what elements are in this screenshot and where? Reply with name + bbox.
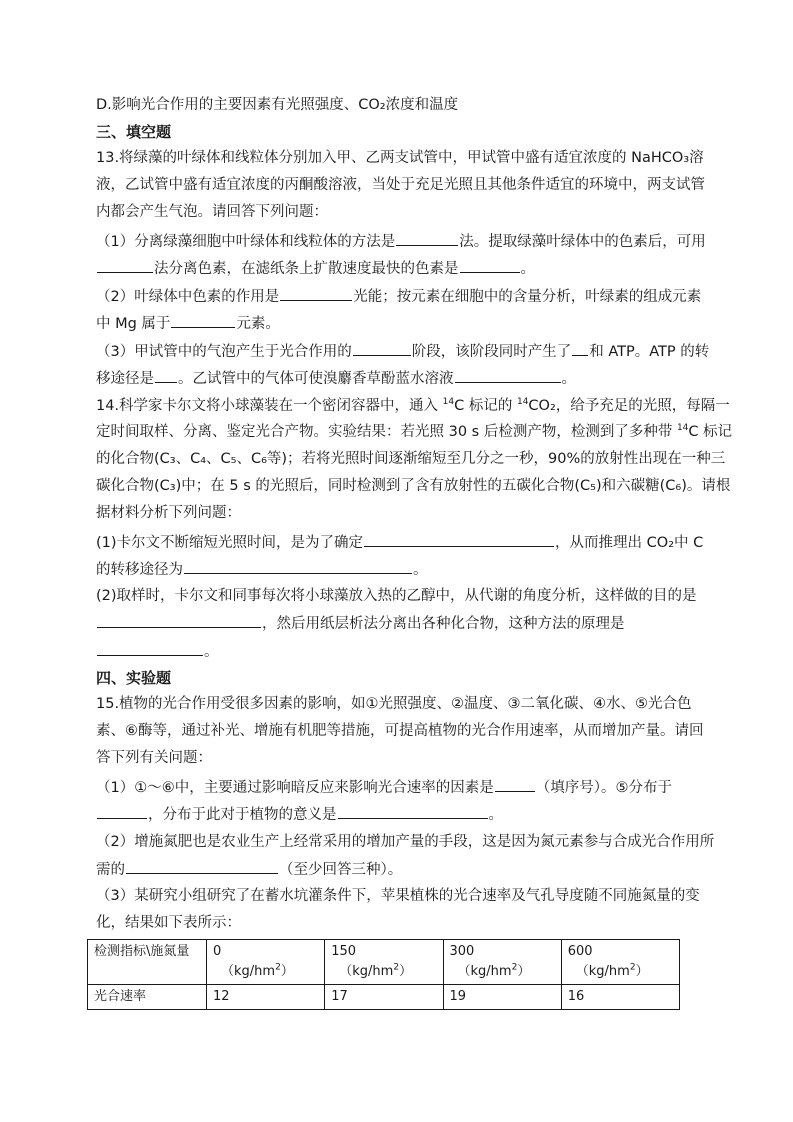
q15-text: 15.植物的光合作用受很多因素的影响，如①光照强度、②温度、③二氧化碳、④水、⑤光合色 bbox=[96, 696, 692, 712]
unit-sup: 2 bbox=[275, 962, 281, 973]
answer-blank[interactable] bbox=[97, 613, 261, 628]
q14-part1-cont bbox=[96, 559, 428, 580]
q13-p3-text: 和 ATP。ATP 的转 bbox=[589, 344, 710, 360]
answer-blank[interactable] bbox=[97, 804, 147, 819]
answer-blank[interactable] bbox=[364, 532, 554, 547]
answer-blank[interactable] bbox=[280, 286, 352, 301]
unit-sup: 2 bbox=[629, 962, 636, 973]
unit-text: （kg/hm bbox=[339, 964, 394, 979]
table-header-cell bbox=[561, 940, 679, 985]
q14-p2-text: ，然后用纸层析法分离出各种化合物，这种方法的原理是 bbox=[262, 616, 625, 632]
table-cell: 17 bbox=[325, 985, 443, 1010]
q14-p1-text: ，从而推理出 CO₂中 C bbox=[555, 535, 704, 551]
q14-text: 的化合物(C₃、C₄、C₅、C₆等)；若将光照时间逐渐缩短至几分之一秒，90%的放射性出现在一种三 bbox=[96, 451, 726, 467]
unit-text: （kg/hm bbox=[575, 964, 630, 979]
table-cell: 19 bbox=[443, 985, 561, 1010]
unit-sup: 2 bbox=[511, 962, 518, 973]
q15-part1 bbox=[96, 777, 672, 798]
q15-p2-text: （至少回答三种）。 bbox=[279, 862, 403, 878]
answer-blank[interactable] bbox=[97, 641, 203, 656]
nitrogen-amount: 600 bbox=[567, 944, 593, 959]
section-heading-fill bbox=[96, 122, 171, 142]
table-header-label: 检测指标\施氮量 bbox=[94, 944, 190, 959]
q14-p1-text: 。 bbox=[413, 562, 428, 578]
section-title: 四、实验题 bbox=[96, 669, 172, 687]
q13-part2 bbox=[96, 286, 701, 307]
q14-text: C 标记 bbox=[688, 424, 733, 440]
q13-p3-text: 阶段，该阶段同时产生了 bbox=[411, 344, 572, 360]
unit-label bbox=[568, 962, 673, 982]
table-header-cell bbox=[325, 940, 443, 985]
q13-line1 bbox=[96, 148, 704, 168]
answer-blank[interactable] bbox=[460, 258, 520, 273]
option-d-text: D.影响光合作用的主要因素有光照强度、CO₂浓度和温度 bbox=[96, 97, 459, 113]
answer-blank[interactable] bbox=[126, 859, 278, 874]
q15-p1-text: （1）①～⑥中，主要通过影响暗反应来影响光合速率的因素是 bbox=[96, 780, 494, 796]
answer-blank[interactable] bbox=[455, 368, 561, 383]
q14-p1-text: (1)卡尔文不断缩短光照时间，是为了确定 bbox=[96, 535, 364, 551]
q13-p1-text: 。 bbox=[520, 261, 535, 277]
section-heading-experiment bbox=[96, 668, 171, 688]
answer-blank[interactable] bbox=[338, 804, 488, 819]
q13-text: 13.将绿藻的叶绿体和线粒体分别加入甲、乙两支试管中，甲试管中盛有适宜浓度的 NaHCO₃溶 bbox=[96, 150, 704, 166]
q14-text: 碳化合物(C₃)中；在 5 s 的光照后，同时检测到了含有放射性的五碳化合物(C₅)和六碳糖(C₆)。请根 bbox=[96, 478, 731, 494]
q15-line1 bbox=[96, 694, 692, 714]
q14-line2 bbox=[96, 422, 732, 442]
q13-p1-text: 法。提取绿藻叶绿体中的色素后，可用 bbox=[459, 234, 706, 250]
unit-label bbox=[331, 962, 436, 982]
nitrogen-amount: 300 bbox=[449, 944, 475, 959]
q14-p2-text: 。 bbox=[204, 644, 219, 660]
q15-part3-cont bbox=[96, 913, 241, 933]
q14-text: CO₂，给予充足的光照，每隔一 bbox=[528, 398, 730, 414]
q15-part1-cont bbox=[96, 804, 503, 825]
q14-part1 bbox=[96, 532, 703, 553]
q14-p2-text: (2)取样时，卡尔文和同事每次将小球藻放入热的乙醇中，从代谢的角度分析，这样做的目的是 bbox=[96, 588, 697, 604]
unit-sup: 2 bbox=[393, 962, 400, 973]
answer-blank[interactable] bbox=[155, 368, 177, 383]
nitrogen-data-table bbox=[87, 939, 680, 1010]
isotope-superscript: 14 bbox=[442, 397, 455, 408]
q14-p1-text: 的转移途径为 bbox=[96, 562, 183, 578]
q14-line4 bbox=[96, 476, 730, 496]
answer-blank[interactable] bbox=[495, 777, 535, 792]
unit-label bbox=[213, 962, 318, 982]
unit-text: （kg/hm bbox=[457, 964, 512, 979]
q14-text: 据材料分析下列问题： bbox=[96, 505, 241, 521]
q15-p2-text: （2）增施氮肥也是农业生产上经常采用的增加产量的手段，这是因为氮元素参与合成光合作用所 bbox=[96, 834, 715, 850]
q13-part1 bbox=[96, 231, 706, 252]
nitrogen-amount: 0 bbox=[213, 944, 222, 959]
q13-part3 bbox=[96, 341, 709, 362]
q15-p1-text: （填序号）。⑤分布于 bbox=[535, 780, 672, 796]
option-d bbox=[96, 95, 458, 115]
isotope-superscript: 14 bbox=[676, 423, 689, 434]
q15-text: 素、⑥酶等，通过补光、增施有机肥等措施，可提高植物的光合作用速率，从而增加产量。请回 bbox=[96, 723, 704, 739]
q14-line5 bbox=[96, 503, 241, 523]
q15-part2 bbox=[96, 832, 714, 852]
q13-line3 bbox=[96, 202, 328, 222]
table-header-row bbox=[88, 940, 680, 985]
q15-p1-text: 。 bbox=[488, 807, 503, 823]
q13-text: 内都会产生气泡。请回答下列问题： bbox=[96, 204, 328, 220]
q15-line3 bbox=[96, 748, 212, 768]
q13-part1-cont bbox=[96, 258, 535, 279]
q15-p3-text: （3）某研究小组研究了在蓄水坑灌条件下，苹果植株的光合速率及气孔导度随不同施氮量的变 bbox=[96, 888, 700, 904]
q14-part2 bbox=[96, 586, 697, 606]
q15-p3-text: 化，结果如下表所示： bbox=[96, 915, 241, 931]
q14-part2-cont bbox=[96, 613, 625, 634]
q15-line2 bbox=[96, 721, 704, 741]
q13-part2-cont bbox=[96, 313, 280, 334]
q13-p2-text: 中 Mg 属于 bbox=[96, 316, 171, 332]
q13-p1-text: （1）分离绿藻细胞中叶绿体和线粒体的方法是 bbox=[96, 234, 396, 250]
q14-line1 bbox=[96, 396, 730, 416]
q15-p2-text: 需的 bbox=[96, 862, 125, 878]
q15-part2-cont bbox=[96, 859, 402, 880]
unit-text: ） bbox=[517, 964, 531, 979]
answer-blank[interactable] bbox=[572, 341, 588, 356]
q15-p1-text: ，分布于此对于植物的意义是 bbox=[148, 807, 337, 823]
q15-part3 bbox=[96, 886, 700, 906]
unit-text: ） bbox=[399, 964, 413, 979]
unit-text: ） bbox=[635, 964, 649, 979]
unit-text: （kg/hm bbox=[221, 964, 276, 979]
q13-p3-text: 移途径是 bbox=[96, 371, 154, 387]
table-cell: 12 bbox=[207, 985, 325, 1010]
q13-p3-text: 。乙试管中的气体可使溴麝香草酚蓝水溶液 bbox=[178, 371, 454, 387]
table-header-cell bbox=[207, 940, 325, 985]
answer-blank[interactable] bbox=[97, 258, 153, 273]
q15-text: 答下列有关问题： bbox=[96, 750, 212, 766]
q13-p2-text: （2）叶绿体中色素的作用是 bbox=[96, 289, 280, 305]
answer-blank[interactable] bbox=[396, 231, 458, 246]
q14-line3 bbox=[96, 449, 725, 469]
table-header-cell bbox=[443, 940, 561, 985]
table-header-cell bbox=[88, 940, 207, 985]
answer-blank[interactable] bbox=[171, 313, 235, 328]
q13-p1-text: 法分离色素，在滤纸条上扩散速度最快的色素是 bbox=[154, 261, 459, 277]
q13-p2-text: 光能；按元素在细胞中的含量分析，叶绿素的组成元素 bbox=[353, 289, 702, 305]
q13-part3-cont bbox=[96, 368, 576, 389]
table-cell: 16 bbox=[561, 985, 679, 1010]
q13-line2 bbox=[96, 175, 705, 195]
isotope-superscript: 14 bbox=[516, 397, 529, 408]
answer-blank[interactable] bbox=[353, 341, 411, 356]
q13-p2-text: 元素。 bbox=[236, 316, 280, 332]
unit-text: ） bbox=[280, 964, 294, 979]
section-title: 三、填空题 bbox=[96, 123, 172, 141]
q14-text: C 标记的 bbox=[454, 398, 517, 414]
q14-text: 定时间取样、分离、鉴定光合产物。实验结果：若光照 30 s 后检测产物，检测到了多种带 bbox=[96, 424, 677, 440]
q13-text: 液，乙试管中盛有适宜浓度的丙酮酸溶液，当处于充足光照且其他条件适宜的环境中，两支试管 bbox=[96, 177, 705, 193]
unit-label bbox=[450, 962, 555, 982]
q14-part2-end bbox=[96, 641, 219, 662]
q13-p3-text: 。 bbox=[561, 371, 576, 387]
q13-p3-text: （3）甲试管中的气泡产生于光合作用的 bbox=[96, 344, 352, 360]
answer-blank[interactable] bbox=[184, 559, 412, 574]
q14-text: 14.科学家卡尔文将小球藻装在一个密闭容器中，通入 bbox=[96, 398, 443, 414]
nitrogen-amount: 150 bbox=[331, 944, 357, 959]
table-row-label: 光合速率 bbox=[88, 985, 207, 1010]
table-row bbox=[88, 985, 680, 1010]
